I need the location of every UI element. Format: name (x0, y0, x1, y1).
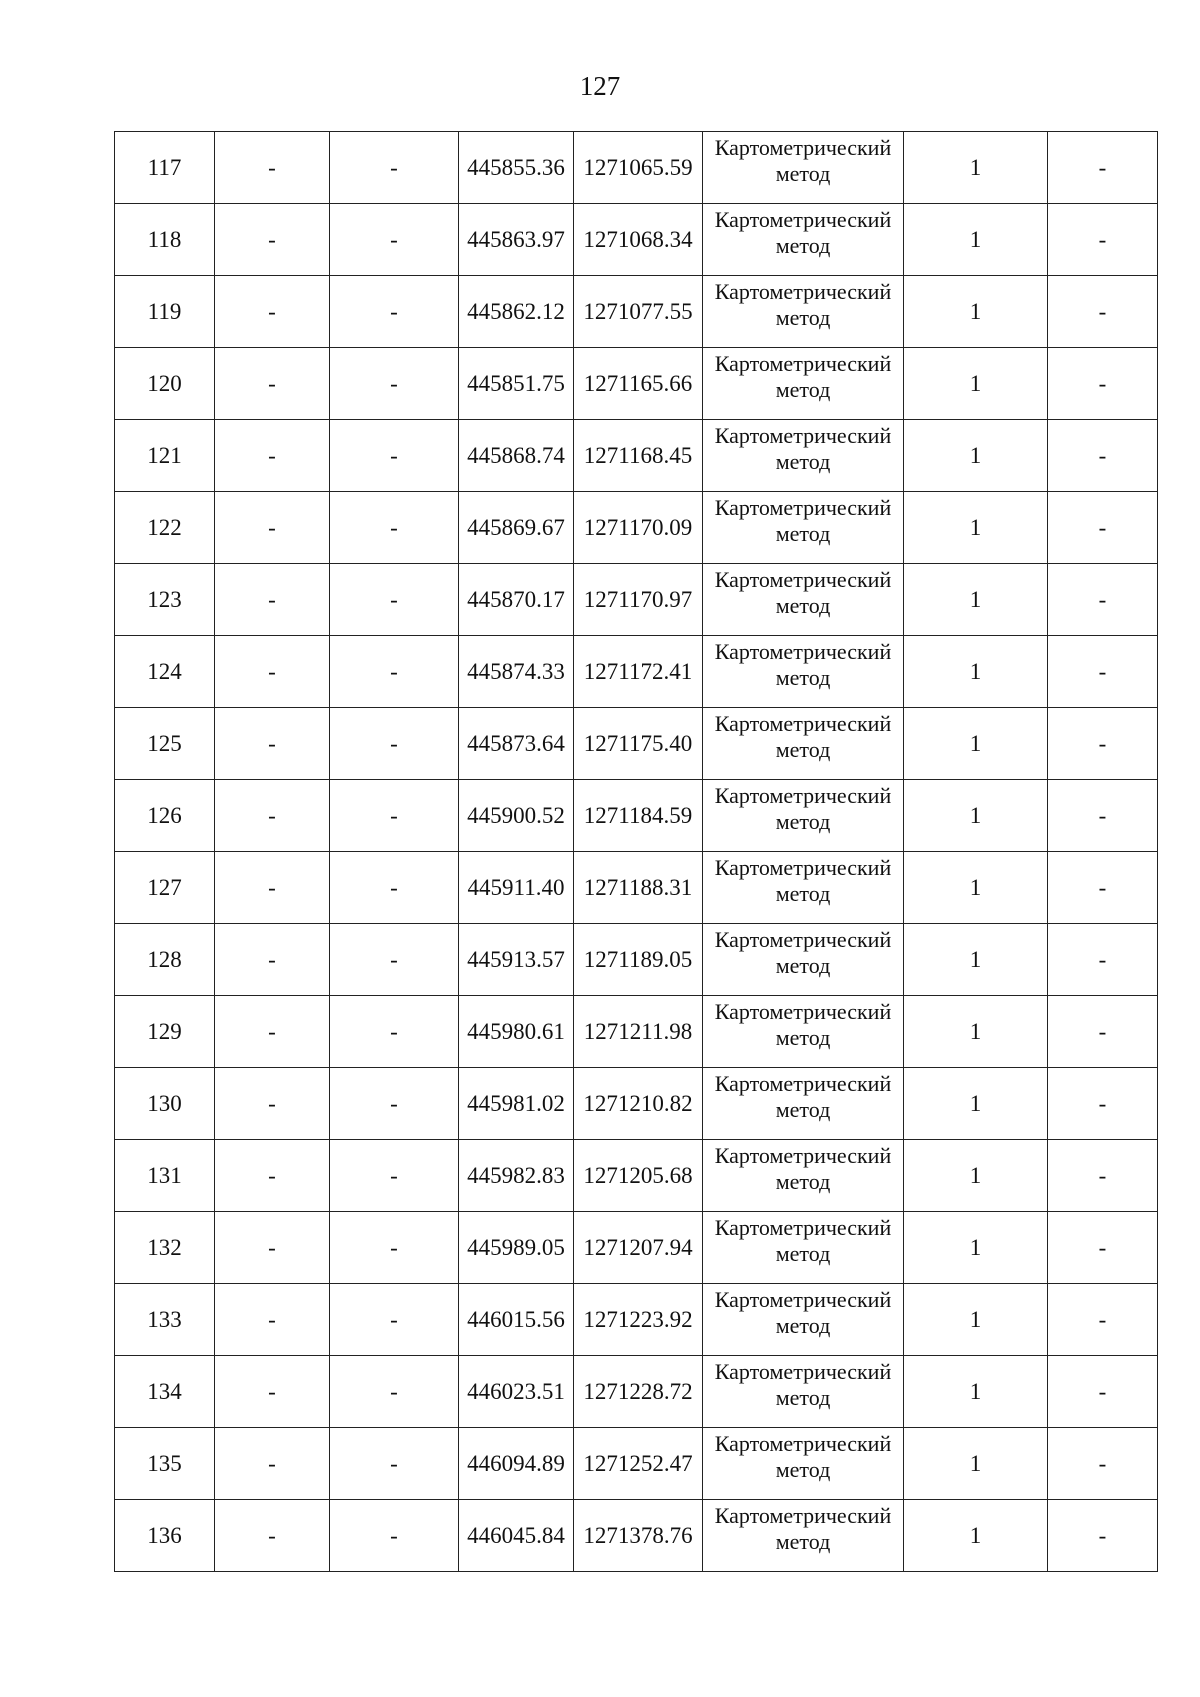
method-cell (703, 852, 904, 924)
point-number-cell: 124 (115, 636, 215, 708)
method-line-1: Картометрический (714, 423, 892, 448)
x-coordinate-cell: 445913.57 (459, 924, 574, 996)
x-coordinate-cell: 445869.67 (459, 492, 574, 564)
accuracy-cell: 1 (904, 708, 1048, 780)
coordinates-table (114, 131, 1158, 1572)
y-coordinate-cell: 1271175.40 (574, 708, 703, 780)
x-coordinate-cell: 445873.64 (459, 708, 574, 780)
empty-value-cell: - (330, 780, 459, 852)
x-coordinate-cell: 445980.61 (459, 996, 574, 1068)
accuracy-cell: 1 (904, 348, 1048, 420)
accuracy-cell: 1 (904, 1068, 1048, 1140)
table-row (115, 924, 1158, 996)
empty-value-cell: - (330, 1068, 459, 1140)
table-row (115, 420, 1158, 492)
empty-value-cell: - (330, 1212, 459, 1284)
empty-value-cell: - (330, 492, 459, 564)
empty-value-cell: - (215, 1140, 330, 1212)
table-row (115, 636, 1158, 708)
table-row (115, 1212, 1158, 1284)
method-cell (703, 636, 904, 708)
method-line-2: метод (775, 593, 831, 618)
method-line-1: Картометрический (714, 1359, 892, 1384)
accuracy-cell: 1 (904, 996, 1048, 1068)
method-line-1: Картометрический (714, 1431, 892, 1456)
x-coordinate-cell: 445863.97 (459, 204, 574, 276)
empty-value-cell: - (330, 132, 459, 204)
point-number-cell: 134 (115, 1356, 215, 1428)
accuracy-cell: 1 (904, 492, 1048, 564)
empty-value-cell: - (1048, 132, 1158, 204)
x-coordinate-cell: 445870.17 (459, 564, 574, 636)
point-number-cell: 123 (115, 564, 215, 636)
x-coordinate-cell: 445874.33 (459, 636, 574, 708)
method-line-2: метод (775, 881, 831, 906)
empty-value-cell: - (330, 1284, 459, 1356)
method-cell (703, 276, 904, 348)
method-cell (703, 780, 904, 852)
table-row (115, 1500, 1158, 1572)
method-cell (703, 1140, 904, 1212)
method-line-2: метод (775, 1169, 831, 1194)
table-row (115, 852, 1158, 924)
method-line-1: Картометрический (714, 495, 892, 520)
empty-value-cell: - (1048, 996, 1158, 1068)
empty-value-cell: - (330, 348, 459, 420)
method-cell (703, 1068, 904, 1140)
x-coordinate-cell: 446045.84 (459, 1500, 574, 1572)
x-coordinate-cell: 445900.52 (459, 780, 574, 852)
y-coordinate-cell: 1271065.59 (574, 132, 703, 204)
empty-value-cell: - (215, 852, 330, 924)
empty-value-cell: - (1048, 1500, 1158, 1572)
y-coordinate-cell: 1271211.98 (574, 996, 703, 1068)
accuracy-cell: 1 (904, 852, 1048, 924)
y-coordinate-cell: 1271205.68 (574, 1140, 703, 1212)
method-line-1: Картометрический (714, 855, 892, 880)
x-coordinate-cell: 445862.12 (459, 276, 574, 348)
y-coordinate-cell: 1271189.05 (574, 924, 703, 996)
empty-value-cell: - (1048, 204, 1158, 276)
empty-value-cell: - (1048, 492, 1158, 564)
method-line-2: метод (775, 953, 831, 978)
point-number-cell: 132 (115, 1212, 215, 1284)
empty-value-cell: - (1048, 852, 1158, 924)
method-line-1: Картометрический (714, 711, 892, 736)
method-line-2: метод (775, 1313, 831, 1338)
empty-value-cell: - (330, 852, 459, 924)
accuracy-cell: 1 (904, 924, 1048, 996)
accuracy-cell: 1 (904, 636, 1048, 708)
point-number-cell: 133 (115, 1284, 215, 1356)
point-number-cell: 130 (115, 1068, 215, 1140)
method-line-1: Картометрический (714, 207, 892, 232)
method-line-2: метод (775, 1097, 831, 1122)
accuracy-cell: 1 (904, 1140, 1048, 1212)
method-cell (703, 708, 904, 780)
table-row (115, 1284, 1158, 1356)
empty-value-cell: - (1048, 1428, 1158, 1500)
empty-value-cell: - (1048, 276, 1158, 348)
point-number-cell: 131 (115, 1140, 215, 1212)
method-line-2: метод (775, 1025, 831, 1050)
empty-value-cell: - (215, 276, 330, 348)
empty-value-cell: - (1048, 564, 1158, 636)
y-coordinate-cell: 1271170.09 (574, 492, 703, 564)
method-cell (703, 132, 904, 204)
empty-value-cell: - (215, 1284, 330, 1356)
empty-value-cell: - (330, 1500, 459, 1572)
empty-value-cell: - (330, 204, 459, 276)
point-number-cell: 122 (115, 492, 215, 564)
method-cell (703, 492, 904, 564)
empty-value-cell: - (1048, 708, 1158, 780)
point-number-cell: 119 (115, 276, 215, 348)
empty-value-cell: - (330, 1140, 459, 1212)
empty-value-cell: - (215, 636, 330, 708)
y-coordinate-cell: 1271184.59 (574, 780, 703, 852)
point-number-cell: 121 (115, 420, 215, 492)
x-coordinate-cell: 445989.05 (459, 1212, 574, 1284)
table-row (115, 276, 1158, 348)
method-line-2: метод (775, 1529, 831, 1554)
method-line-2: метод (775, 737, 831, 762)
method-line-2: метод (775, 1385, 831, 1410)
empty-value-cell: - (215, 420, 330, 492)
point-number-cell: 127 (115, 852, 215, 924)
accuracy-cell: 1 (904, 420, 1048, 492)
method-line-2: метод (775, 1457, 831, 1482)
empty-value-cell: - (330, 420, 459, 492)
method-line-1: Картометрический (714, 639, 892, 664)
table-row (115, 132, 1158, 204)
point-number-cell: 117 (115, 132, 215, 204)
method-line-2: метод (775, 809, 831, 834)
method-line-2: метод (775, 377, 831, 402)
point-number-cell: 129 (115, 996, 215, 1068)
x-coordinate-cell: 445981.02 (459, 1068, 574, 1140)
y-coordinate-cell: 1271068.34 (574, 204, 703, 276)
empty-value-cell: - (1048, 1140, 1158, 1212)
method-line-2: метод (775, 161, 831, 186)
x-coordinate-cell: 446023.51 (459, 1356, 574, 1428)
accuracy-cell: 1 (904, 1284, 1048, 1356)
method-line-2: метод (775, 1241, 831, 1266)
method-line-1: Картометрический (714, 279, 892, 304)
empty-value-cell: - (215, 1500, 330, 1572)
method-line-1: Картометрический (714, 1287, 892, 1312)
method-line-2: метод (775, 449, 831, 474)
x-coordinate-cell: 446015.56 (459, 1284, 574, 1356)
point-number-cell: 118 (115, 204, 215, 276)
method-cell (703, 1428, 904, 1500)
empty-value-cell: - (330, 1428, 459, 1500)
empty-value-cell: - (215, 1356, 330, 1428)
empty-value-cell: - (1048, 1212, 1158, 1284)
empty-value-cell: - (330, 708, 459, 780)
method-line-1: Картометрический (714, 1071, 892, 1096)
empty-value-cell: - (215, 492, 330, 564)
x-coordinate-cell: 445851.75 (459, 348, 574, 420)
table-row (115, 1356, 1158, 1428)
accuracy-cell: 1 (904, 204, 1048, 276)
empty-value-cell: - (1048, 924, 1158, 996)
y-coordinate-cell: 1271223.92 (574, 1284, 703, 1356)
accuracy-cell: 1 (904, 1212, 1048, 1284)
empty-value-cell: - (215, 132, 330, 204)
y-coordinate-cell: 1271378.76 (574, 1500, 703, 1572)
method-line-1: Картометрический (714, 1503, 892, 1528)
table-row (115, 996, 1158, 1068)
method-line-1: Картометрический (714, 567, 892, 592)
x-coordinate-cell: 445868.74 (459, 420, 574, 492)
method-line-1: Картометрический (714, 927, 892, 952)
empty-value-cell: - (330, 924, 459, 996)
accuracy-cell: 1 (904, 1500, 1048, 1572)
method-line-2: метод (775, 665, 831, 690)
method-line-1: Картометрический (714, 1143, 892, 1168)
empty-value-cell: - (215, 348, 330, 420)
table-body (115, 132, 1158, 1572)
empty-value-cell: - (215, 708, 330, 780)
x-coordinate-cell: 445855.36 (459, 132, 574, 204)
table-row (115, 708, 1158, 780)
empty-value-cell: - (330, 636, 459, 708)
point-number-cell: 136 (115, 1500, 215, 1572)
table-row (115, 564, 1158, 636)
empty-value-cell: - (215, 1212, 330, 1284)
empty-value-cell: - (1048, 636, 1158, 708)
page-number: 127 (579, 71, 621, 101)
x-coordinate-cell: 446094.89 (459, 1428, 574, 1500)
empty-value-cell: - (330, 564, 459, 636)
empty-value-cell: - (330, 996, 459, 1068)
y-coordinate-cell: 1271252.47 (574, 1428, 703, 1500)
method-line-1: Картометрический (714, 1215, 892, 1240)
empty-value-cell: - (1048, 1356, 1158, 1428)
method-cell (703, 420, 904, 492)
method-line-1: Картометрический (714, 351, 892, 376)
y-coordinate-cell: 1271077.55 (574, 276, 703, 348)
empty-value-cell: - (330, 1356, 459, 1428)
method-cell (703, 1500, 904, 1572)
method-cell (703, 348, 904, 420)
y-coordinate-cell: 1271170.97 (574, 564, 703, 636)
method-line-1: Картометрический (714, 999, 892, 1024)
empty-value-cell: - (215, 996, 330, 1068)
empty-value-cell: - (1048, 420, 1158, 492)
method-cell (703, 996, 904, 1068)
y-coordinate-cell: 1271207.94 (574, 1212, 703, 1284)
accuracy-cell: 1 (904, 1356, 1048, 1428)
empty-value-cell: - (215, 564, 330, 636)
method-cell (703, 924, 904, 996)
table-row (115, 1140, 1158, 1212)
method-line-1: Картометрический (714, 783, 892, 808)
y-coordinate-cell: 1271210.82 (574, 1068, 703, 1140)
table-row (115, 492, 1158, 564)
y-coordinate-cell: 1271165.66 (574, 348, 703, 420)
accuracy-cell: 1 (904, 132, 1048, 204)
accuracy-cell: 1 (904, 1428, 1048, 1500)
y-coordinate-cell: 1271188.31 (574, 852, 703, 924)
method-cell (703, 1212, 904, 1284)
empty-value-cell: - (215, 1068, 330, 1140)
empty-value-cell: - (330, 276, 459, 348)
accuracy-cell: 1 (904, 780, 1048, 852)
method-cell (703, 1356, 904, 1428)
method-cell (703, 564, 904, 636)
empty-value-cell: - (215, 204, 330, 276)
y-coordinate-cell: 1271228.72 (574, 1356, 703, 1428)
table-row (115, 1068, 1158, 1140)
table-row (115, 1428, 1158, 1500)
x-coordinate-cell: 445911.40 (459, 852, 574, 924)
y-coordinate-cell: 1271168.45 (574, 420, 703, 492)
table-row (115, 780, 1158, 852)
point-number-cell: 135 (115, 1428, 215, 1500)
point-number-cell: 125 (115, 708, 215, 780)
method-line-2: метод (775, 233, 831, 258)
method-cell (703, 204, 904, 276)
y-coordinate-cell: 1271172.41 (574, 636, 703, 708)
empty-value-cell: - (215, 924, 330, 996)
point-number-cell: 120 (115, 348, 215, 420)
method-line-1: Картометрический (714, 135, 892, 160)
table-row (115, 204, 1158, 276)
empty-value-cell: - (215, 780, 330, 852)
point-number-cell: 128 (115, 924, 215, 996)
table-row (115, 348, 1158, 420)
empty-value-cell: - (215, 1428, 330, 1500)
empty-value-cell: - (1048, 780, 1158, 852)
accuracy-cell: 1 (904, 564, 1048, 636)
empty-value-cell: - (1048, 348, 1158, 420)
accuracy-cell: 1 (904, 276, 1048, 348)
empty-value-cell: - (1048, 1284, 1158, 1356)
x-coordinate-cell: 445982.83 (459, 1140, 574, 1212)
point-number-cell: 126 (115, 780, 215, 852)
method-cell (703, 1284, 904, 1356)
method-line-2: метод (775, 521, 831, 546)
empty-value-cell: - (1048, 1068, 1158, 1140)
method-line-2: метод (775, 305, 831, 330)
